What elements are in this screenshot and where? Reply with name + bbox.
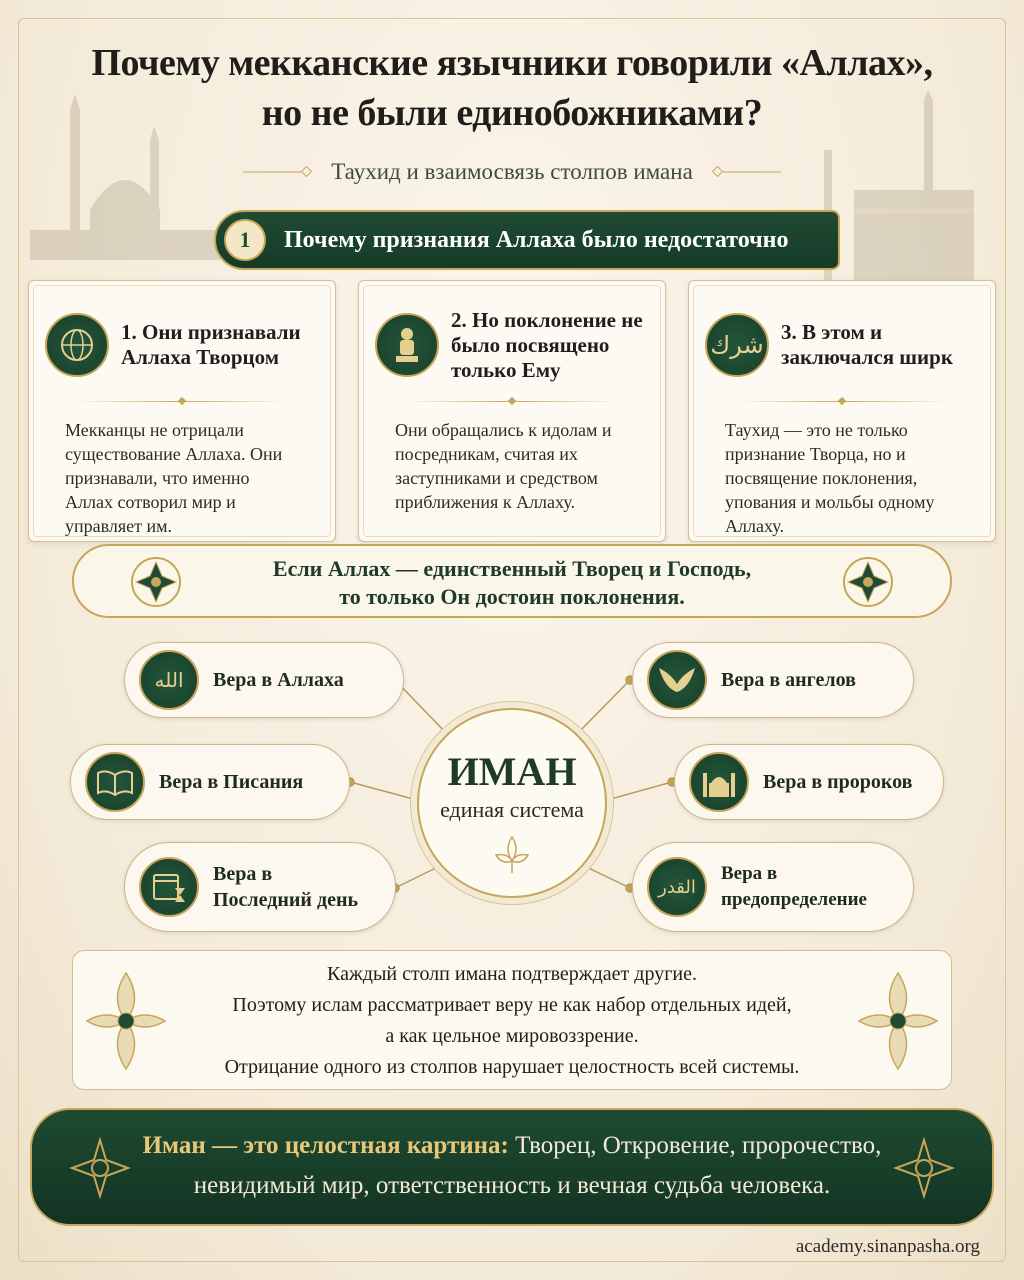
summary-rest: Творец, Откровение, пророчество, <box>508 1132 882 1159</box>
iman-center-circle <box>417 708 607 898</box>
pillar-books <box>70 744 350 820</box>
card-title: 2. Но поклонение не было посвящено только Ему <box>451 307 643 382</box>
card-shirk <box>688 280 996 542</box>
arabesque-right-icon <box>855 969 941 1073</box>
iman-subtitle: единая система <box>440 797 584 822</box>
pillar-label: Вера в пророков <box>763 771 913 793</box>
rosette-right-icon <box>892 1136 956 1200</box>
pillar-label: Вера в ангелов <box>721 669 856 691</box>
summary-line-2: невидимый мир, ответственность и вечная судьба человека. <box>193 1172 831 1199</box>
pillar-prophets <box>674 744 944 820</box>
wings-icon <box>647 650 707 710</box>
summary-line-1 <box>32 1126 992 1166</box>
note-line: Поэтому ислам рассматривает веру не как набор отдельных идей, <box>232 994 792 1016</box>
conclusion-banner <box>72 544 952 618</box>
pillar-label: Вера в предопределение <box>721 863 867 910</box>
note-line: Отрицание одного из столпов нарушает целостность всей системы. <box>224 1056 800 1078</box>
card-divider <box>735 401 949 402</box>
card-text: Они обращались к идолам и посредникам, считая их заступниками и средством приближения к Аллаху. <box>395 420 612 512</box>
card-title: 1. Они признавали Аллаха Творцом <box>121 320 301 369</box>
pillar-qadar <box>632 842 914 932</box>
quran-icon <box>85 752 145 812</box>
conclusion-line-1: Если Аллах — единственный Творец и Господь, <box>272 556 752 581</box>
rosette-right-icon <box>840 554 896 610</box>
pillar-allah <box>124 642 404 718</box>
note-line: Каждый столп имана подтверждает другие. <box>327 963 697 985</box>
page-title <box>0 38 1024 138</box>
section-banner <box>214 210 840 270</box>
pillar-label: Вера в Аллаха <box>213 669 344 691</box>
pillar-angels <box>632 642 914 718</box>
section-title: Почему признания Аллаха было недостаточно <box>284 226 789 253</box>
title-line-2: но не были единобожниками? <box>261 92 763 134</box>
card-title: 3. В этом и заключался ширк <box>781 320 953 369</box>
note-box <box>72 950 952 1090</box>
pillar-lastday <box>124 842 396 932</box>
card-divider <box>75 401 289 402</box>
lotus-ornament-icon <box>490 833 534 877</box>
mosque-icon <box>689 752 749 812</box>
ornament-line-left-icon <box>243 166 313 178</box>
globe-icon <box>45 313 109 377</box>
idol-icon <box>375 313 439 377</box>
card-worship <box>358 280 666 542</box>
section-number-badge: 1 <box>224 219 266 261</box>
title-line-1: Почему мекканские язычники говорили «Аллах», <box>91 42 933 84</box>
ornament-line-right-icon <box>711 166 781 178</box>
subtitle-row <box>0 156 1024 188</box>
qadar-calligraphy-icon: القدر <box>647 857 707 917</box>
calendar-hourglass-icon <box>139 857 199 917</box>
card-divider <box>405 401 619 402</box>
note-line: а как цельное мировоззрение. <box>385 1025 639 1047</box>
shirk-calligraphy-icon: شرك <box>705 313 769 377</box>
allah-calligraphy-icon: الله <box>139 650 199 710</box>
site-url[interactable]: academy.sinanpasha.org <box>795 1236 980 1257</box>
rosette-left-icon <box>68 1136 132 1200</box>
arabesque-left-icon <box>83 969 169 1073</box>
pillar-label: Вера в Писания <box>159 771 304 793</box>
pillar-label: Вера в Последний день <box>213 863 359 911</box>
summary-banner <box>30 1108 994 1226</box>
card-text: Мекканцы не отрицали существование Аллаха. Они признавали, что именно Аллах сотворил мир и управляет им. <box>65 420 283 536</box>
card-text: Таухид — это не только признание Творца, но и посвящение поклонения, упования и мольбы одному Аллаху. <box>725 420 935 536</box>
card-creator <box>28 280 336 542</box>
subtitle: Таухид и взаимосвязь столпов имана <box>331 159 693 184</box>
iman-title: ИМАН <box>447 749 577 794</box>
conclusion-line-2: то только Он достоин поклонения. <box>339 584 685 609</box>
rosette-left-icon <box>128 554 184 610</box>
summary-strong: Иман — это целостная картина: <box>142 1132 509 1159</box>
